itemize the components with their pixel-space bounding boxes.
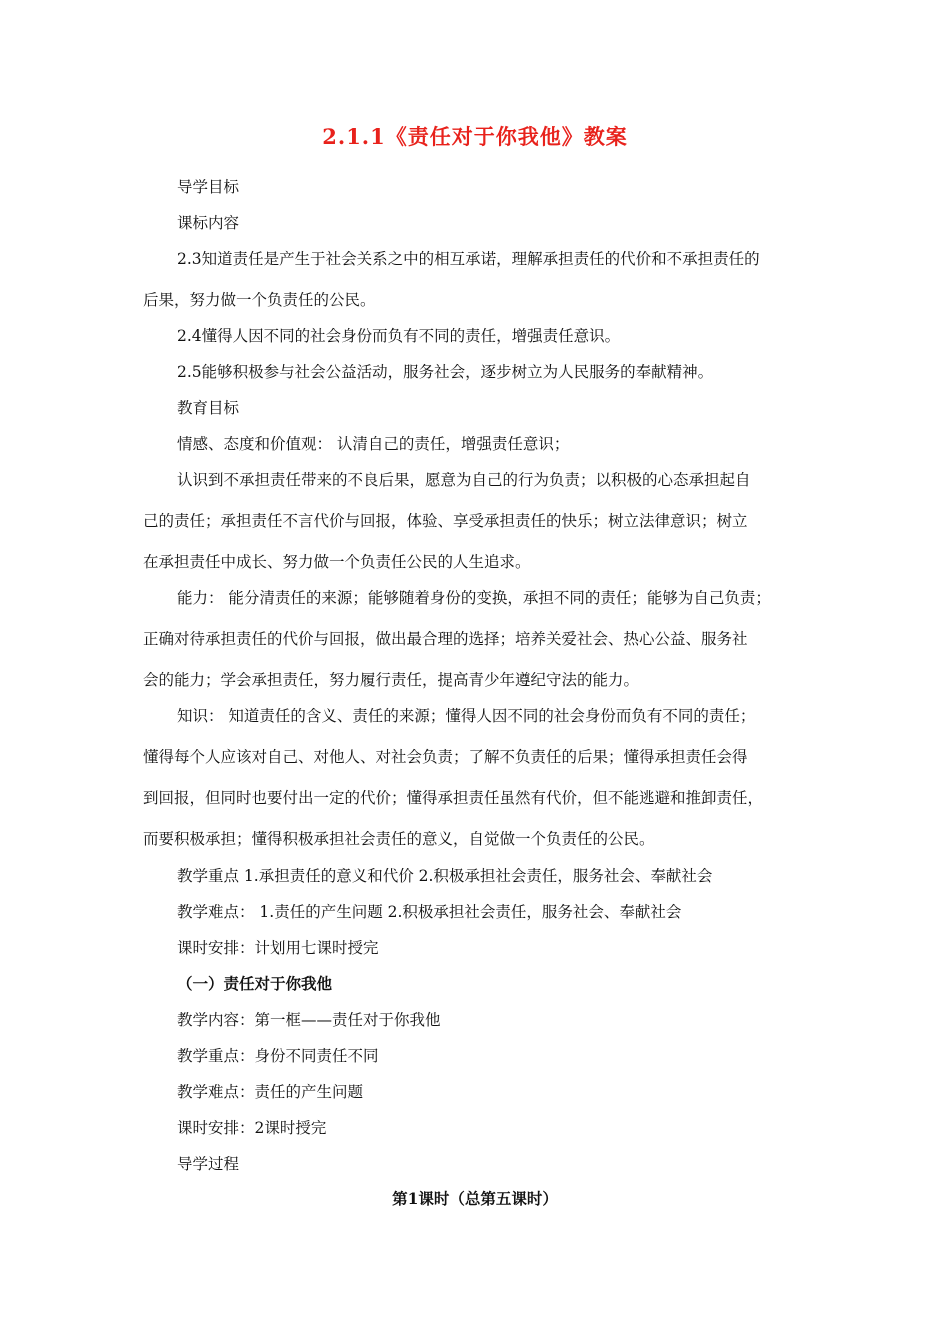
paragraph-line: 而要积极承担；懂得积极承担社会责任的意义，自觉做一个负责任的公民。 [143, 830, 655, 848]
heading-curriculum: 课标内容 [177, 214, 240, 232]
paragraph-line: 认识到不承担责任带来的不良后果，愿意为自己的行为负责；以积极的心态承担起自 [177, 471, 751, 489]
paragraph-line: 懂得每个人应该对自己、对他人、对社会负责；了解不负责任的后果；懂得承担责任会得 [143, 748, 748, 766]
heading-study-process: 导学过程 [177, 1155, 240, 1173]
paragraph-line: 到回报，但同时也要付出一定的代价；懂得承担责任虽然有代价，但不能逃避和推卸责任， [143, 789, 764, 807]
paragraph-line: 2.5能够积极参与社会公益活动，服务社会，逐步树立为人民服务的奉献精神。 [177, 363, 714, 381]
paragraph-line: 情感、态度和价值观： 认清自己的责任，增强责任意识； [177, 435, 570, 453]
paragraph-line: 己的责任；承担责任不言代价与回报，体验、享受承担责任的快乐；树立法律意识；树立 [143, 512, 748, 530]
section-heading: （一）责任对于你我他 [177, 974, 333, 993]
paragraph-line: 课时安排：计划用七课时授完 [177, 939, 379, 957]
paragraph-line: 教学难点：责任的产生问题 [177, 1083, 364, 1101]
paragraph-line: 会的能力；学会承担责任，努力履行责任，提高青少年遵纪守法的能力。 [143, 671, 640, 689]
paragraph-line: 教学内容：第一框——责任对于你我他 [177, 1011, 441, 1029]
paragraph-line: 知识： 知道责任的含义、责任的来源；懂得人因不同的社会身份而负有不同的责任； [177, 707, 756, 725]
paragraph-line: 正确对待承担责任的代价与回报，做出最合理的选择；培养关爱社会、热心公益、服务社 [143, 630, 748, 648]
paragraph-line: 在承担责任中成长、努力做一个负责任公民的人生追求。 [143, 553, 531, 571]
document-title: 2.1.1《责任对于你我他》教案 [322, 124, 628, 149]
paragraph-line: 课时安排：2课时授完 [177, 1119, 327, 1137]
lesson-heading: 第1课时（总第五课时） [392, 1189, 558, 1208]
heading-study-goals: 导学目标 [177, 178, 240, 196]
paragraph-line: 2.4懂得人因不同的社会身份而负有不同的责任，增强责任意识。 [177, 327, 621, 345]
heading-education-goals: 教育目标 [177, 399, 240, 417]
paragraph-line: 2.3知道责任是产生于社会关系之中的相互承诺，理解承担责任的代价和不承担责任的 [177, 250, 760, 268]
paragraph-line: 能力： 能分清责任的来源；能够随着身份的变换，承担不同的责任；能够为自己负责； [177, 589, 771, 607]
paragraph-line: 后果，努力做一个负责任的公民。 [143, 291, 376, 309]
paragraph-line: 教学重点 1.承担责任的意义和代价 2.积极承担社会责任，服务社会、奉献社会 [177, 867, 713, 885]
paragraph-line: 教学重点：身份不同责任不同 [177, 1047, 379, 1065]
paragraph-line: 教学难点： 1.责任的产生问题 2.积极承担社会责任，服务社会、奉献社会 [177, 903, 682, 921]
